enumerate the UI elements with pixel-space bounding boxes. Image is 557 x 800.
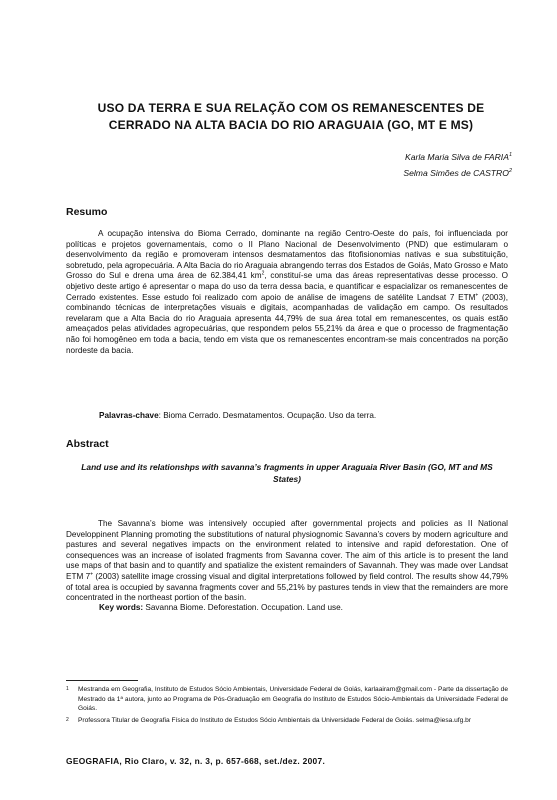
footnote-1-mark: 1 (66, 686, 69, 692)
abstract-text-1: The Savanna’s biome was intensively occupied after governmental projects and policies as II National Developpinent Planning promoting the substitutions of natural physiognomic Savanna’s covers by modern agriculture and pastures and several negatives impacts on the environment related to intensive and rapid deforestation. One of consequences was an increase of isolated fragments from Savanna cover. The aim of this article is to present the land use maps of that basin and to quantify and spatialize the existent remainders of Savannah. They was made over Landsat ETM 7 (66, 519, 508, 581)
abstract-text-2: (2003) satellite image crossing visual and digital interpretations followed by field control. The results show 44,79% of total area is occupied by savanna fragments cover and 55,21% by pastures tends in view that the remainders are more concentrated in the northeast portion of the basin. (66, 571, 508, 603)
resumo-heading: Resumo (66, 206, 108, 218)
abstract-title: Land use and its relationshps with savanna’s fragments in upper Araguaia River Basin (GO, MT and MS States) (81, 462, 493, 484)
resumo-keywords (66, 411, 508, 420)
footnote-1 (66, 685, 508, 714)
abstract-keywords-text: Savanna Biome. Deforestation. Occupation. Land use. (143, 603, 343, 612)
abstract-keywords (66, 603, 508, 612)
resumo-etm-sup: + (475, 291, 479, 298)
footnote-2-text: Professora Titular de Geografia Física do Instituto de Estudos Sócio Ambientais da Universidade Federal de Goiás. selma@iesa.ufg.br (78, 717, 471, 724)
author-2 (403, 168, 512, 178)
author-2-mark: 2 (508, 168, 512, 175)
resumo-area-sup: 2 (261, 270, 265, 277)
abstract-heading: Abstract (66, 438, 109, 450)
resumo-text-1: A ocupação intensiva do Bioma Cerrado, dominante na região Centro-Oeste do país, foi influenciada por políticas e projetos governamentais, como o II Plano Nacional de Desenvolvimento (PND) que estimularam o desenvolvimento da região e promoveram intensos desmatamentos das fitofisionomias nativas e sua substituição, sobretudo, pela agropecuária. A Alta Bacia do rio Araguaia abrangendo terras dos Estados de Goiás, Mato Grosso e Mato Grosso do Sul e drena uma área de 62.384,41 km (66, 229, 508, 281)
journal-citation: GEOGRAFIA, Rio Claro, v. 32, n. 3, p. 657-668, set./dez. 2007. (66, 756, 326, 766)
resumo-keywords-label: Palavras-chave (99, 411, 159, 420)
abstract-paragraph (66, 519, 508, 604)
resumo-keywords-text: : Bioma Cerrado. Desmatamentos. Ocupação. Uso da terra. (158, 411, 377, 420)
footnote-divider (66, 680, 138, 681)
abstract-etm-sup: + (90, 571, 94, 578)
resumo-text-2: , constituí-se uma das áreas representativas desse processo. O objetivo deste artigo é apresentar o mapa do uso da terra dessa bacia, e quantificar e espacializar os remanescentes de Cerrado existentes. Esse estudo foi realizado com apoio de análise de imagens de satélite Landsat 7 ETM (66, 271, 509, 302)
author-1 (405, 152, 512, 162)
resumo-text-3: (2003), combinando técnicas de interpretações visuais e digitais, acompanhadas de validação em campo. Os resultados revelaram que a Alta Bacia do rio Araguaia apresenta 44,79% de sua área total em remanescentes, os quais estão ameaçados pelas atividades agropecuárias, que respondem pelos 55,21% da área e que o processo de fragmentação não foi homogêneo em toda a bacia, tendo em vista que os remanescentes encontram-se mais concentrados na porção nordeste da bacia. (66, 292, 508, 355)
resumo-paragraph (66, 229, 508, 356)
author-1-mark: 1 (508, 152, 512, 159)
abstract-keywords-label: Key words: (99, 603, 144, 612)
footnote-2-mark: 2 (66, 717, 69, 723)
paper-title: USO DA TERRA E SUA RELAÇÃO COM OS REMANESCENTES DE CERRADO NA ALTA BACIA DO RIO ARAGUAIA (GO, MT E MS) (97, 101, 485, 132)
author-1-name: Karla Maria Silva de FARIA (404, 152, 509, 162)
footnote-1-text: Mestranda em Geografia, Instituto de Estudos Sócio Ambientais, Universidade Federal de Goiás, karlaairam@gmail.com - Parte da dissertação de Mestrado da 1ª autora, junto ao Programa de Pós-Graduação em Geografia do Instituto de Estudos Sócio-Ambientais da Universidade Federal de Goiás. (78, 686, 508, 713)
author-2-name: Selma Simões de CASTRO (403, 168, 509, 178)
footnote-2 (66, 716, 508, 726)
